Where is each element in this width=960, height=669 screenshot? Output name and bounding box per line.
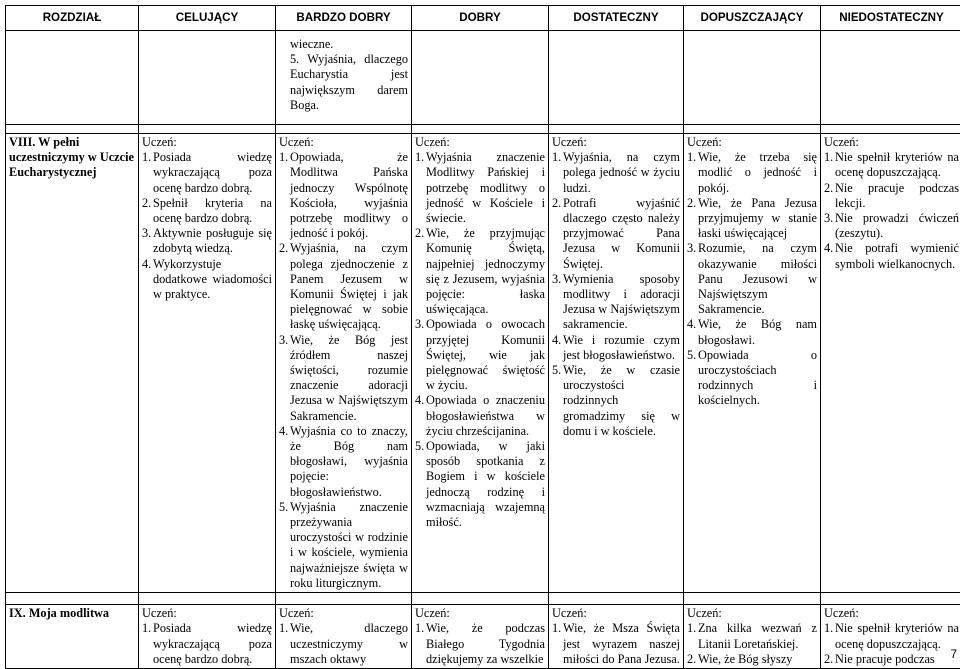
criteria-list [824,150,959,272]
criteria-item: 1. Wyjaśnia znaczenie Modlitwy Pańskiej i potrzebę modlitwy o jedność w Kościele i świecie. [415,150,545,226]
criteria-item: 1. Nie spełnił kryteriów na ocenę dopuszczającą. [824,621,959,651]
header-cell: DOBRY [412,6,549,31]
criteria-item: 5. Opowiada, w jaki sposób spotkania z Bogiem i w kościele jednoczą rodzinę i wzmacniają wzajemną miłość. [415,439,545,530]
criteria-item: 2. Spełnił kryteria na ocenę bardzo dobrą. [142,196,272,226]
criteria-item: 1. Wie, że Msza Święta jest wyrazem naszej miłości do Pana Jezusa. [552,621,680,667]
criteria-item: 4. Wykorzystuje dodatkowe wiadomości w praktyce. [142,257,272,303]
criteria-item: 4. Wyjaśnia co to znaczy, że Bóg nam błogosławi, wyjaśnia pojęcie: błogosławieństwo. [279,424,408,500]
criteria-item: 2. Nie pracuje podczas [824,652,959,667]
criteria-item: 3. Opowiada o owocach przyjętej Komunii Świętej, wie jak pielęgnować świętość w życiu. [415,317,545,393]
grade-cell-niedostateczny: Uczeń: 1. Nie spełnił kryteriów na ocenę dopuszczającą. 2. Nie pracuje podczas [821,605,960,669]
criteria-item: 5. Opowiada o uroczystościach rodzinnych i kościelnych. [687,348,817,409]
grade-cell-celujacy: Uczeń: 1. Posiada wiedzę wykraczającą poza ocenę bardzo dobrą. 2. Spełnił kryteria na ocenę bardzo dobrą. 3. Aktywnie posługuje się zdobytą wiedzą. 4. Wykorzystuje dodatkowe wiadomości w praktyce. [139,134,276,593]
header-cell: BARDZO DOBRY [276,6,412,31]
header-cell: NIEDOSTATECZNY [821,6,960,31]
header-cell: ROZDZIAŁ [6,6,139,31]
criteria-item: 2. Wyjaśnia, na czym polega zjednoczenie z Panem Jezusem w Komunii Świętej i jak pielęgnować w sobie łaskę uświęcającą. [279,241,408,332]
criteria-list [824,621,959,667]
section-title: VIII. W pełni uczestniczymy w Uczcie Eucharystycznej [6,134,139,593]
grade-cell-dobry: Uczeń: 1. Wyjaśnia znaczenie Modlitwy Pańskiej i potrzebę modlitwy o jedność w Kościele i świecie. 2. Wie, że przyjmując Komunię Świętą, najpełniej jednoczymy się z Jezusem, wyjaśnia pojęcie: łaska uświęcająca. 3. Opowiada o owocach przyjętej Komunii Świętej, wie jak pielęgnować świętość w życiu. 4. Opowiada o znaczeniu błogosławieństwa w życiu chrześcijanina. 5. Opowiada, w jaki sposób spotkania z Bogiem i w kościele jednoczą rodzinę i wzmacniają wzajemną miłość. [412,134,549,593]
criteria-item: 1. Wyjaśnia, na czym polega jedność w życiu ludzi. [552,150,680,196]
criteria-item: 2. Nie pracuje podczas lekcji. [824,181,959,211]
continuation-line: wieczne. [279,37,408,52]
criteria-item: 3. Wie, że Bóg jest źródłem naszej świętości, rozumie znaczenie adoracji Jezusa w Najświętszym Sakramencie. [279,333,408,424]
criteria-list [687,621,817,667]
criteria-item: 5. Wyjaśnia znaczenie przeżywania uroczystości w rodzinie i w kościele, wymienia najważniejsze święta w roku liturgicznym. [279,500,408,591]
continuation-line: największym darem [279,83,408,98]
criteria-item: 4. Opowiada o znaczeniu błogosławieństwa w życiu chrześcijanina. [415,393,545,439]
header-cell: DOPUSZCZAJĄCY [684,6,821,31]
grade-cell-bardzo-dobry: Uczeń: 1. Opowiada, że Modlitwa Pańska jednoczy Wspólnotę Kościoła, wyjaśnia potrzebę modlitwy o jedność i pokój. 2. Wyjaśnia, na czym polega zjednoczenie z Panem Jezusem w Komunii Świętej i jak pielęgnować w sobie łaskę uświęcającą. 3. Wie, że Bóg jest źródłem naszej świętości, rozumie znaczenie adoracji Jezusa w Najświętszym Sakramencie. 4. Wyjaśnia co to znaczy, że Bóg nam błogosławi, wyjaśnia pojęcie: błogosławieństwo. 5. Wyjaśnia znaczenie przeżywania uroczystości w rodzinie i w kościele, wymienia najważniejsze święta w roku liturgicznym. [276,134,412,593]
criteria-list [415,150,545,530]
criteria-item: 4. Wie i rozumie czym jest błogosławieństwo. [552,333,680,363]
criteria-item: 4. Nie potrafi wymienić symboli wielkanocnych. [824,241,959,271]
grade-cell-dostateczny: Uczeń: 1. Wie, że Msza Święta jest wyrazem naszej miłości do Pana Jezusa. [549,605,684,669]
criteria-item: 1. Nie spełnił kryteriów na ocenę dopuszczającą. [824,150,959,180]
criteria-item: 1. Posiada wiedzę wykraczającą poza ocenę bardzo dobrą. [142,150,272,196]
header-row [6,6,960,31]
criteria-item: 1. Wie, dlaczego uczestniczymy w mszach oktawy [279,621,408,667]
page-number: 7 [950,647,957,661]
grade-cell-dopuszczajacy: Uczeń: 1. Zna kilka wezwań z Litanii Loretańskiej. 2. Wie, że Bóg słyszy [684,605,821,669]
criteria-list [552,621,680,667]
continuation-cell [276,31,412,125]
grade-cell-niedostateczny: Uczeń: 1. Nie spełnił kryteriów na ocenę dopuszczającą. 2. Nie pracuje podczas lekcji. 3. Nie prowadzi ćwiczeń (zeszytu). 4. Nie potrafi wymienić symboli wielkanocnych. [821,134,960,593]
criteria-list [687,150,817,408]
grade-cell-dobry: Uczeń: 1. Wie, że podczas Białego Tygodnia dziękujemy za wszelkie [412,605,549,669]
criteria-item: 2. Wie, że Bóg słyszy [687,652,817,667]
continuation-line: Eucharystia jest [279,67,408,82]
grading-table [5,5,960,669]
continuation-line: Boga. [279,98,408,113]
section-title: IX. Moja modlitwa [6,605,139,669]
criteria-list [142,621,272,667]
criteria-item: 3. Aktywnie posługuje się zdobytą wiedzą. [142,226,272,256]
continuation-row [6,31,960,125]
grade-cell-dostateczny: Uczeń: 1. Wyjaśnia, na czym polega jedność w życiu ludzi. 2. Potrafi wyjaśnić dlaczego często należy przyjmować Pana Jezusa w Komunii Świętej. 3. Wymienia sposoby modlitwy i adoracji Jezusa w Najświętszym sakramencie. 4. Wie i rozumie czym jest błogosławieństwo. 5. Wie, że w czasie uroczystości rodzinnych gromadzimy się w domu i w kościele. [549,134,684,593]
grade-cell-bardzo-dobry: Uczeń: 1. Wie, dlaczego uczestniczymy w mszach oktawy [276,605,412,669]
section-row-ix [6,605,960,669]
criteria-list [279,621,408,667]
criteria-item: 2. Potrafi wyjaśnić dlaczego często należy przyjmować Pana Jezusa w Komunii Świętej. [552,196,680,272]
criteria-list [279,150,408,591]
criteria-item: 1. Opowiada, że Modlitwa Pańska jednoczy Wspólnotę Kościoła, wyjaśnia potrzebę modlitwy o jedność i pokój. [279,150,408,241]
criteria-item: 3. Wymienia sposoby modlitwy i adoracji Jezusa w Najświętszym sakramencie. [552,272,680,333]
header-cell: CELUJĄCY [139,6,276,31]
criteria-item: 2. Wie, że Pana Jezusa przyjmujemy w stanie łaski uświęcającej [687,196,817,242]
criteria-list [552,150,680,439]
criteria-list [142,150,272,302]
criteria-item: 1. Zna kilka wezwań z Litanii Loretańskiej. [687,621,817,651]
criteria-item: 1. Wie, że trzeba się modlić o jedność i pokój. [687,150,817,196]
grade-cell-celujacy: Uczeń: 1. Posiada wiedzę wykraczającą poza ocenę bardzo dobrą. [139,605,276,669]
criteria-item: 1. Wie, że podczas Białego Tygodnia dziękujemy za wszelkie [415,621,545,667]
criteria-item: 3. Rozumie, na czym okazywanie miłości Panu Jezusowi w Najświętszym Sakramencie. [687,241,817,317]
criteria-item: 4. Wie, że Bóg nam błogosławi. [687,317,817,347]
criteria-item: 1. Posiada wiedzę wykraczającą poza ocenę bardzo dobrą. [142,621,272,667]
header-cell: DOSTATECZNY [549,6,684,31]
criteria-item: 5. Wie, że w czasie uroczystości rodzinnych gromadzimy się w domu i w kościele. [552,363,680,439]
criteria-item: 2. Wie, że przyjmując Komunię Świętą, najpełniej jednoczymy się z Jezusem, wyjaśnia pojęcie: łaska uświęcająca. [415,226,545,317]
criteria-item: 3. Nie prowadzi ćwiczeń (zeszytu). [824,211,959,241]
grade-cell-dopuszczajacy: Uczeń: 1. Wie, że trzeba się modlić o jedność i pokój. 2. Wie, że Pana Jezusa przyjmujemy w stanie łaski uświęcającej 3. Rozumie, na czym okazywanie miłości Panu Jezusowi w Najświętszym Sakramencie. 4. Wie, że Bóg nam błogosławi. 5. Opowiada o uroczystościach rodzinnych i kościelnych. [684,134,821,593]
section-row-viii [6,134,960,593]
continuation-line: 5. Wyjaśnia, dlaczego [279,52,408,67]
criteria-list [415,621,545,667]
